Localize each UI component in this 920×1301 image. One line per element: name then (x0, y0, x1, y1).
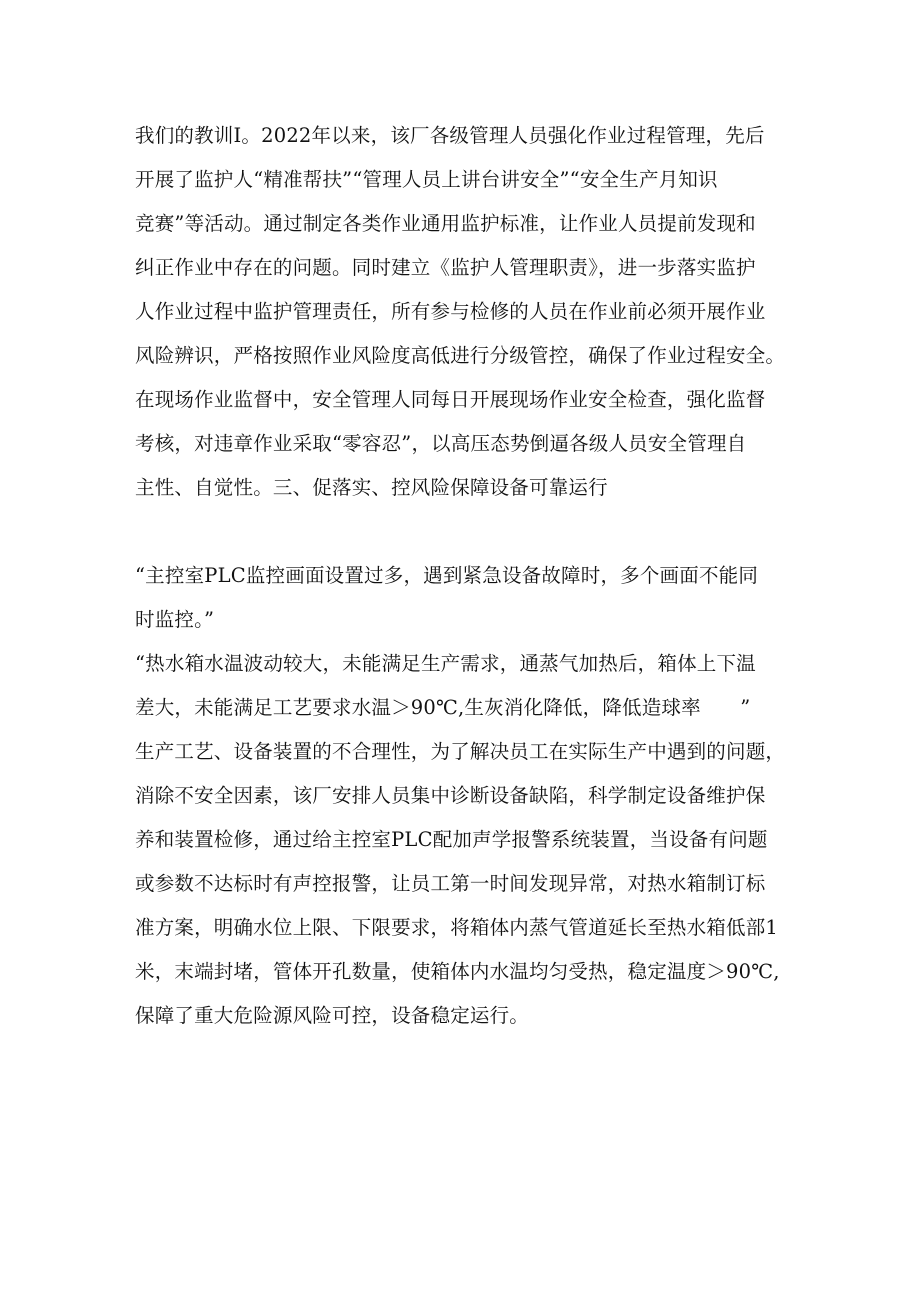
text-line: 开展了监护人“精准帮扶”“管理人员上讲台讲安全”“安全生产月知识 (135, 168, 718, 191)
text-line: 竞赛”等活动。通过制定各类作业通用监护标准，让作业人员提前发现和 (135, 212, 756, 235)
quote-water-tank (135, 642, 815, 730)
text-line: 时监控。” (135, 608, 215, 631)
text-line: 准方案，明确水位上限、下限要求，将箱体内蒸气管道延长至热水箱低部1 (135, 916, 779, 939)
text-line: 保障了重大危险源风险可控，设备稳定运行。 (135, 1004, 530, 1027)
text-line: 纠正作业中存在的问题。同时建立《监护人管理职责》，进一步落实监护 (135, 256, 756, 279)
text-line: 我们的教训Ⅰ。2022年以来，该厂各级管理人员强化作业过程管理，先后 (135, 124, 765, 147)
text-line: 考核，对违章作业采取“零容忍”，以高压态势倒逼各级人员安全管理自 (135, 432, 747, 455)
text-line: 差大，未能满足工艺要求水温＞90℃,生灰消化降低，降低造球率 ” (135, 696, 751, 719)
text-line: 养和装置检修，通过给主控室PLC配加声学报警系统装置，当设备有问题 (135, 828, 768, 851)
text-line: 米，末端封堵，管体开孔数量，使箱体内水温均匀受热，稳定温度＞90℃, (135, 960, 780, 983)
text-line: 在现场作业监督中，安全管理人同每日开展现场作业安全检查，强化监督 (135, 388, 766, 411)
text-line: 或参数不达标时有声控报警，让员工第一时间发现异常，对热水箱制订标 (135, 872, 766, 895)
text-line: 生产工艺、设备装置的不合理性，为了解决员工在实际生产中遇到的问题， (135, 740, 786, 763)
text-line: “主控室PLC监控画面设置过多，遇到紧急设备故障时，多个画面不能同 (135, 564, 759, 587)
quote-plc-monitoring (135, 554, 815, 642)
text-line: “热水箱水温波动较大，未能满足生产需求，通蒸气加热后，箱体上下温 (135, 652, 756, 675)
paragraph-lessons (135, 114, 815, 510)
text-line: 主性、自觉性。三、促落实、控风险保障设备可靠运行 (135, 476, 608, 499)
paragraph-solutions (135, 730, 815, 1038)
text-line: 风险辨识，严格按照作业风险度高低进行分级管控，确保了作业过程安全。 (135, 344, 786, 367)
text-line: 消除不安全因素，该厂安排人员集中诊断设备缺陷，科学制定设备维护保 (135, 784, 766, 807)
text-line: 人作业过程中监护管理责任，所有参与检修的人员在作业前必须开展作业 (135, 300, 766, 323)
